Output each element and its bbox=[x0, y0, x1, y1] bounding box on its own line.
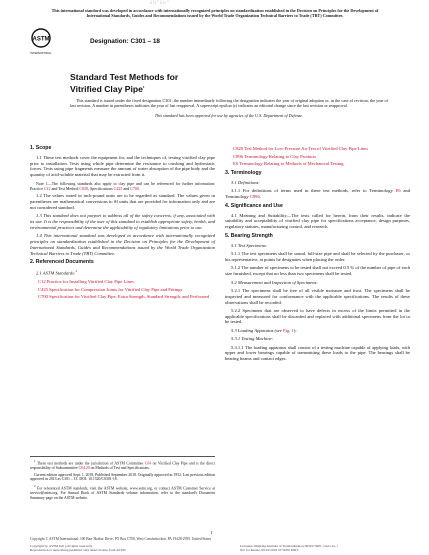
top-note: This international standard was developed in accordance with internationally recognized principles on standardization established in the Decision on Principles for the Development of International Standards, Guides and Recommendations issued by the World Trade Organization Technical Barriers to Trade (TBT) Committee. bbox=[51, 8, 379, 19]
license-left: Copyright by ASTM Int'l (all rights reserved); Reproduction or networking permitted only under license from ASTM bbox=[30, 544, 126, 552]
copyright: Copyright © ASTM International, 100 Barr Harbor Drive, PO Box C700, West Conshohocken, PA 19428-2959. United States bbox=[30, 537, 212, 541]
license-right: Licensee=Zhejiang Institute of Standardization/5959173001, User=xx, r Not for Resale, 09/10/2018 10:54:00 MDT bbox=[240, 544, 338, 552]
section-heading: 5. Bearing Strength bbox=[225, 232, 273, 239]
section-heading: 3. Terminology bbox=[225, 169, 262, 176]
dod-approval: This standard has been approved for use by agencies of the U.S. Department of Defense. bbox=[154, 112, 304, 118]
reference-item[interactable]: C700 Specification for Vitrified Clay Pipe, Extra Strength, Standard Strength, and Perforated bbox=[38, 294, 210, 300]
link-c896[interactable]: C896 bbox=[249, 193, 260, 199]
footnote: Current edition approved Sept. 1, 2018. Published September 2018. Originally approved in 1952. Last previous edition approved in 2013 as C301 – 13. DOI: 10.1520/C0301-18. bbox=[30, 472, 215, 482]
link-c0420[interactable]: C04.20 bbox=[78, 465, 90, 470]
footnote: $^1$ These test methods are under the jurisdiction of ASTM Committee C04 on Vitrified Clay Pipe and is the direct responsibility of Subcommittee C04.20 on Methods of Test and Specifications. bbox=[30, 459, 215, 470]
paragraph: 3.1.1 For definitions of terms used in these test methods, refer to Terminology E6 and Terminology C896. bbox=[225, 188, 411, 199]
reference-item[interactable]: C828 Test Method for Low-Pressure Air Test of Vitrified Clay Pipe Lines bbox=[233, 146, 368, 151]
paragraph: 5.1.2 The number of specimens to be tested shall not exceed 0.5 % of the number of pipe of each size furnished, except that no less than two specimens shall be tested. bbox=[225, 265, 410, 277]
page-number: 1 bbox=[210, 530, 213, 535]
paragraph: 5.1.1 The test specimens shall be sound, full-size pipe and shall be selected by the purchaser, or his representative, at points he designates when placing the order. bbox=[225, 251, 410, 262]
right-column bbox=[225, 146, 410, 365]
footnote: $^2$ For referenced ASTM standards, visit the ASTM website, www.astm.org, or contact ASTM Customer Service at service@astm.org. For Annual Book of ASTM Standards volume information, refer to the standard's Document Summary page on the ASTM website. bbox=[30, 484, 215, 500]
intro-block bbox=[70, 98, 388, 122]
svg-text:ASTM: ASTM bbox=[32, 36, 50, 43]
paragraph: 5.1 Test Specimens: bbox=[231, 242, 268, 248]
link-c425[interactable]: C425 bbox=[113, 185, 123, 191]
link-c04[interactable]: C04 bbox=[144, 461, 152, 466]
paragraph: 1.3 This standard does not purport to address all of the safety concerns, if any, associated with its use. It is the responsibility of the user of this standard to establish appropriate safety, health, and environmental practices and determine the applicability of regulatory limitations prior to use. bbox=[30, 213, 215, 230]
section-heading: 4. Significance and Use bbox=[225, 202, 283, 209]
section-heading: 2. Referenced Documents bbox=[30, 259, 94, 266]
link-c700[interactable]: C700 bbox=[130, 185, 139, 191]
reference-item[interactable]: C896 Terminology Relating to Clay Products bbox=[233, 153, 317, 159]
page-title: Standard Test Methods for Vitrified Clay Pipe$^1$ bbox=[70, 72, 179, 94]
note: Note 1—The following standards also apply to clay pipe and can be referenced for further information: Practice C12 and Test Method C828, Specifications C425 and C700. bbox=[30, 180, 215, 191]
intro-paragraph: This standard is issued under the fixed designation C301; the number immediately following the designation indicates the year of original adoption or, in the case of revision, the year of last revision. A number in parentheses indicates the year of last reapproval. A superscript epsilon (ε) indicates an editorial change since the last revision or reapproval. bbox=[70, 98, 388, 109]
paragraph: 5.3 Loading Apparatus (see Fig. 1): bbox=[231, 327, 297, 333]
astm-logo-icon bbox=[30, 28, 52, 56]
watermark: à¼”à¼” bbox=[150, 1, 170, 6]
reference-item[interactable]: E6 Terminology Relating to Methods of Mechanical Testing bbox=[233, 161, 344, 167]
paragraph: 3.1 Definitions: bbox=[231, 179, 260, 185]
paragraph: 1.1 These test methods cover the equipment for, and the techniques of, testing vitrified clay pipe prior to installation. Tests using whole pipe determine the resistance to crushing and hydrostatic forces. Tests using pipe fragments measure the amount of water absorption of the pipe body and the quantity of acid-soluble material that may be extracted from it. bbox=[30, 154, 215, 178]
link-e6[interactable]: E6 bbox=[395, 188, 401, 194]
paragraph: 1.2 The values stated in inch-pound units are to be regarded as standard. The values given in parentheses are mathematical conversions to SI units that are provided for information only and are not considered standard. bbox=[30, 193, 215, 210]
reference-item[interactable]: C425 Specification for Compression Joints for Vitrified Clay Pipe and Fittings bbox=[38, 286, 183, 292]
paragraph: 5.3.1 Testing Machine: bbox=[231, 336, 274, 342]
svg-text:INTERNATIONAL: INTERNATIONAL bbox=[30, 52, 52, 55]
paragraph: 1.4 This international standard was developed in accordance with internationally recognized principles on standardization established in the Decision on Principles for the Development of International Standards, Guides and Recommendations issued by the World Trade Organization Technical Barriers to Trade (TBT) Committee. bbox=[30, 233, 215, 256]
section-heading: 1. Scope bbox=[30, 145, 52, 151]
paragraph: 5.3.1.1 The loading apparatus shall consist of a testing machine capable of applying loads, with upper and lower bearings capable of transmitting these loads to the pipe. The bearings shall be bearing beams and contact edges. bbox=[225, 344, 410, 362]
link-c12[interactable]: C12 bbox=[43, 185, 51, 191]
link-c828[interactable]: C828 bbox=[79, 185, 88, 191]
paragraph: 4.1 Meaning and Suitability—The tests called for herein, from their results, indicate the suitability and acceptability of vitrified clay pipe for specifications acceptance, design purposes, regulatory statutes, manufacturing control, and research. bbox=[225, 212, 410, 230]
paragraph: 5.2.2 Specimens that are observed to have defects in excess of the limits permitted in the applicable specifications shall be discarded and replaced with additional specimens from the lot to be tested. bbox=[225, 307, 410, 325]
designation: Designation: C301 – 18 bbox=[90, 38, 160, 45]
left-column bbox=[30, 146, 215, 302]
link-fig1[interactable]: Fig. 1 bbox=[283, 327, 294, 333]
footnotes bbox=[30, 456, 215, 502]
paragraph: 5.2 Measurement and Inspection of Specimens: bbox=[231, 279, 318, 285]
paragraph: 2.1 ASTM Standards:$^2$ bbox=[36, 269, 77, 276]
paragraph: 5.2.1 The specimens shall be free of all visible moisture and frost. The specimens shall be inspected and measured for conformance with the applicable specifications. The results of these observations shall be recorded. bbox=[225, 287, 410, 305]
reference-item[interactable]: C12 Practice for Installing Vitrified Clay Pipe Lines bbox=[38, 279, 134, 285]
